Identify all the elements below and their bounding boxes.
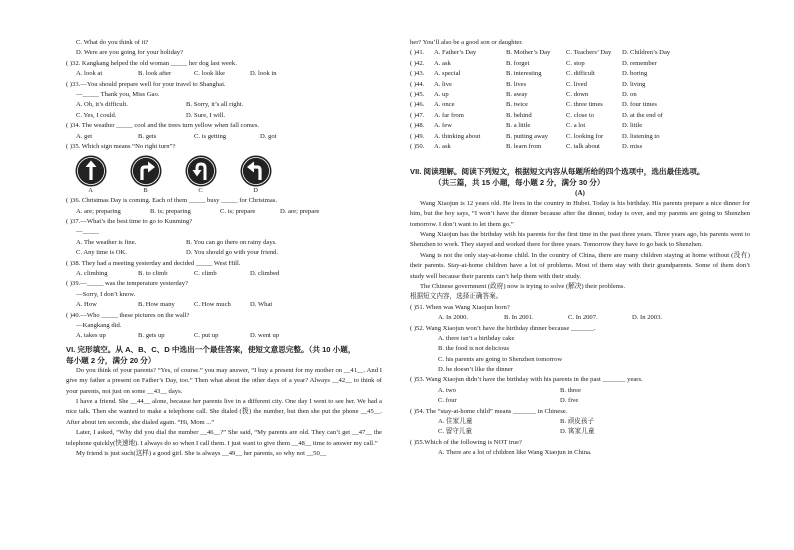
- option: B. Sorry, it’s all right.: [186, 101, 244, 109]
- cloze-row: [410, 121, 750, 131]
- option: C. is getting: [194, 132, 227, 140]
- option: B. In 2001.: [504, 314, 534, 322]
- option: A. The weather is fine.: [76, 238, 137, 246]
- q55-stem: ( )55.Which of the following is NOT true?: [410, 438, 522, 446]
- cloze-row: [410, 69, 750, 79]
- q37-options-cd: [66, 248, 382, 258]
- passage-paragraph: My friend is just such(这样) a good girl. She is always __49__ her parents, so why not __50__: [76, 450, 327, 458]
- u-turn-sign-icon: [185, 155, 217, 187]
- option: A. few: [434, 122, 452, 130]
- option: B. look after: [138, 70, 172, 78]
- q33-stem: ( )33.—You should prepare well for your travel to Shanghai.: [66, 80, 226, 88]
- option: A. 住家儿童: [438, 418, 473, 426]
- q34-stem: ( )34. The weather _____ cool and the trees turn yellow when fall comes.: [66, 122, 260, 130]
- option: A. there isn’t a birthday cake: [438, 334, 515, 342]
- option: C. looking for: [566, 132, 604, 140]
- option: C. close to: [566, 111, 595, 119]
- q34-options: [66, 132, 382, 142]
- q54-options-cd: [410, 427, 750, 437]
- q40-stem: ( )40.—Who _____ these pictures on the wall?: [66, 311, 190, 319]
- q31-option-d: D. Were are you going for your holiday?: [76, 49, 184, 57]
- reading-paragraph: The Chinese government (政府) now is trying to solve (解决) their problems.: [420, 282, 626, 290]
- q33-reply: —_____ Thank you, Miss Gao.: [76, 90, 160, 98]
- question-number: ( )49.: [410, 132, 425, 140]
- option: B. learn from: [506, 142, 542, 150]
- question-number: ( )45.: [410, 90, 425, 98]
- q36-stem: ( )36. Christmas Day is coming. Each of them _____ busy _____ for Christmas.: [66, 197, 277, 205]
- right-column: [410, 38, 750, 459]
- cloze-row: [410, 90, 750, 100]
- section-7-title: VII. 阅读理解。阅读下列短文，根据短文内容从每题所给的四个选项中，选出最佳选项。: [410, 167, 705, 177]
- question-number: ( )41.: [410, 49, 425, 57]
- q37-options-ab: [66, 238, 382, 248]
- option: D. miss: [622, 142, 643, 150]
- q33-options-cd: [66, 111, 382, 121]
- option: C. difficult: [566, 70, 595, 78]
- option: C. 留守儿童: [438, 428, 473, 436]
- option: D. climbed: [250, 270, 280, 278]
- option: B. twice: [506, 101, 528, 109]
- q40-options: [66, 331, 382, 341]
- passage-continuation: her? You’ll also be a good son or daughter.: [410, 39, 523, 46]
- question-number: ( )43.: [410, 70, 425, 78]
- option: B. putting away: [506, 132, 548, 140]
- option: D. listening to: [622, 132, 660, 140]
- option: D. five: [560, 397, 579, 405]
- q32-stem: ( )32. Kangkang helped the old woman _____ her dog last week.: [66, 59, 237, 67]
- q39-reply: —Sorry, I don’t know.: [76, 290, 136, 298]
- sign-c: [184, 155, 217, 195]
- option: B. lives: [506, 80, 527, 88]
- option: B. How many: [138, 301, 175, 309]
- q35-signs: [66, 155, 382, 195]
- option: C. Any time is OK.: [76, 249, 127, 257]
- cloze-row: [410, 48, 750, 58]
- option: D. little: [622, 122, 643, 130]
- option: A. special: [434, 70, 461, 78]
- option: D. Sure, I will.: [186, 111, 226, 119]
- q37-reply: —_____: [76, 228, 100, 236]
- cloze-row: [410, 132, 750, 142]
- option: A. get: [76, 132, 93, 140]
- option: D. Children’s Day: [622, 49, 671, 57]
- q39-options: [66, 300, 382, 310]
- option: B. away: [506, 90, 528, 98]
- left-column: [66, 38, 382, 459]
- option: B. 顽皮孩子: [560, 418, 595, 426]
- sign-d: [239, 155, 272, 195]
- option: D. look in: [250, 70, 277, 78]
- q51-options: [410, 313, 750, 323]
- option: A. takes up: [76, 332, 106, 340]
- option: A. ask: [434, 142, 451, 150]
- option: B. is; preparing: [150, 207, 191, 215]
- q53-options-cd: [410, 396, 750, 406]
- option: A. ask: [434, 59, 451, 67]
- passage-paragraph: Do you think of your parents? “Yes, of course.” you may answer, “I buy a present for my mother on __41__. And I give my father a present on Father’s Day, too.” Then what about the other days of a year? Always __42__ to think of your parents, not just on some __43__ days.: [66, 366, 382, 395]
- passage-paragraph: Later, I asked, “Why did you dial the number __46__?” She said, “My parents are old. They can’t get __47__ the telephone quickly(快速地). I always do so when I call them. I just want to give them __48__ time to answer my call.”: [66, 429, 382, 447]
- option: C. stop: [566, 59, 585, 67]
- option: A. Oh, it’s difficult.: [76, 101, 128, 109]
- option: C. is; prepare: [220, 207, 256, 215]
- q33-options-ab: [66, 100, 382, 110]
- option: D. he doesn’t like the dinner: [438, 366, 513, 374]
- question-number: ( )50.: [410, 142, 425, 150]
- q31-option-c: C. What do you think of it?: [76, 39, 149, 46]
- option: C. Yes, I could.: [76, 111, 117, 119]
- option: A. once: [434, 101, 455, 109]
- option: C. How much: [194, 301, 231, 309]
- question-number: ( )44.: [410, 80, 425, 88]
- option: A. look at: [76, 70, 103, 78]
- option: B. gets up: [138, 332, 165, 340]
- cloze-row: [410, 111, 750, 121]
- cloze-row: [410, 80, 750, 90]
- q52-stem: ( )52. Wang Xiaojun won’t have the birthday dinner because _______.: [410, 324, 596, 332]
- sign-a: [74, 155, 107, 195]
- option: D. You should go with your friend.: [186, 249, 279, 257]
- option: C. his parents are going to Shenzhen tomorrow: [438, 355, 563, 363]
- section-6-title-cont: 每小题 2 分，满分 20 分）: [66, 355, 156, 365]
- option: D. What: [250, 301, 273, 309]
- sign-letter: C: [198, 187, 203, 195]
- option: D. are; prepare: [280, 207, 320, 215]
- option: D. living: [622, 80, 646, 88]
- option: B. a little: [506, 122, 531, 130]
- q53-stem: ( )53. Wang Xiaojun didn’t have the birthday with his parents in the past _______ years.: [410, 376, 643, 384]
- option: D. In 2003.: [632, 314, 663, 322]
- option: B. three: [560, 386, 581, 394]
- q38-stem: ( )38. They had a meeting yesterday and decided _____ West Hill.: [66, 259, 241, 267]
- passage-a-label: (A): [575, 189, 585, 198]
- straight-arrow-sign-icon: [75, 155, 107, 187]
- option: D. boring: [622, 70, 648, 78]
- option: A. are; preparing: [76, 207, 121, 215]
- option: D. got: [260, 132, 277, 140]
- question-number: ( )48.: [410, 122, 425, 130]
- option: C. put up: [194, 332, 219, 340]
- option: B. You can go there on rainy days.: [186, 238, 277, 246]
- option: D. 寓家儿童: [560, 428, 595, 436]
- right-turn-sign-icon: [130, 155, 162, 187]
- sign-b: [129, 155, 162, 195]
- option: A. two: [438, 386, 456, 394]
- option: C. four: [438, 397, 457, 405]
- option: B. gets: [138, 132, 157, 140]
- sign-letter: A: [88, 187, 93, 195]
- option: C. talk about: [566, 142, 600, 150]
- option: B. the food is not delicious: [438, 345, 510, 353]
- q38-options: [66, 269, 382, 279]
- option: B. forget: [506, 59, 530, 67]
- option: C. climb: [194, 270, 217, 278]
- q53-options-ab: [410, 386, 750, 396]
- option: C. In 2007.: [568, 314, 598, 322]
- option: A. live: [434, 80, 452, 88]
- question-number: ( )42.: [410, 59, 425, 67]
- cloze-row: [410, 142, 750, 152]
- option: D. at the end of: [622, 111, 663, 119]
- q36-options: [66, 207, 382, 217]
- section-7-title-cont: （共三篇，共 15 小题，每小题 2 分，满分 30 分）: [434, 178, 605, 188]
- option: D. on: [622, 90, 637, 98]
- question-number: ( )47.: [410, 111, 425, 119]
- q35-stem: ( )35. Which sign means “No right turn”?: [66, 142, 176, 150]
- q40-reply: —Kangkang did.: [76, 321, 122, 329]
- section-6-title: VI. 完形填空。从 A、B、C、D 中选出一个最佳答案，使短文意思完整。（共 10 小题，: [66, 344, 356, 354]
- option: B. behind: [506, 111, 532, 119]
- option: C. Teachers’ Day: [566, 49, 612, 57]
- option: A. In 2000.: [438, 314, 469, 322]
- option: C. down: [566, 90, 589, 98]
- cloze-options-table: [410, 48, 750, 152]
- option: A. up: [434, 90, 449, 98]
- passage-paragraph: I have a friend. She __44__ alone, because her parents live in a different city. One day I went to see her. We had a nice talk. Then she wanted to make a telephone call. She dialed (拨) the number, but then she put the phone __45__. After about ten seconds, she dialed again. “Hi, Mom ...”: [66, 397, 382, 426]
- option: C. lived: [566, 80, 587, 88]
- option: D. remember: [622, 59, 657, 67]
- option: A. thinking about: [434, 132, 481, 140]
- option: C. a lot: [566, 122, 586, 130]
- sign-letter: B: [143, 187, 148, 195]
- q32-options: [66, 69, 382, 79]
- question-number: ( )46.: [410, 101, 425, 109]
- option: C. three times: [566, 101, 603, 109]
- option: A. far from: [434, 111, 464, 119]
- option: D. four times: [622, 101, 657, 109]
- q54-stem: ( )54. The “stay-at-home child” means _______ in Chinese.: [410, 407, 568, 415]
- option: A. climbing: [76, 270, 108, 278]
- option: A. Father’s Day: [434, 49, 477, 57]
- reading-paragraph: Wang Xiaojun has the birthday with his parents for the first time in the past three years. Three years ago, his parents went to Shenzhen to work. They stayed and worked there for three years. Tomorrow they have to go back to Shenzhen.: [410, 230, 750, 249]
- cloze-row: [410, 59, 750, 69]
- reading-paragraph: Wang Xiaojun is 12 years old. He lives in the country in Hubei. Today is his birthday. His parents prepare a nice dinner for him, but the boy says, “I won’t have the dinner because after the dinner, today is over, and my parents are going to Shenzhen tomorrow. I don’t want to let them go.”: [410, 199, 750, 228]
- reading-paragraph: Wang is not the only stay-at-home child. In the country of China, there are many children staying at home without (没有) their parents. Stay-at-home children have a lot of problems. Most of them stay with their grandparents. Some of them don’t study well because their parents can’t help them with their study.: [410, 251, 750, 280]
- sign-letter: D: [253, 187, 258, 195]
- reading-instruction: 根据短文内容，选择正确答案。: [410, 293, 503, 301]
- q51-stem: ( )51. When was Wang Xiaojun born?: [410, 303, 510, 311]
- option: B. interesting: [506, 70, 542, 78]
- q37-stem: ( )37.—What’s the best time to go to Kunming?: [66, 218, 193, 226]
- q39-stem: ( )39.—_____ was the temperature yesterday?: [66, 280, 188, 288]
- q54-options-ab: [410, 417, 750, 427]
- option: D. went up: [250, 332, 280, 340]
- option: A. There are a lot of children like Wang Xiaojun in China.: [438, 449, 592, 457]
- option: C. look like: [194, 70, 225, 78]
- option: A. How: [76, 301, 97, 309]
- option: B. Mother’s Day: [506, 49, 551, 57]
- left-turn-sign-icon: [240, 155, 272, 187]
- cloze-row: [410, 100, 750, 110]
- option: B. to climb: [138, 270, 168, 278]
